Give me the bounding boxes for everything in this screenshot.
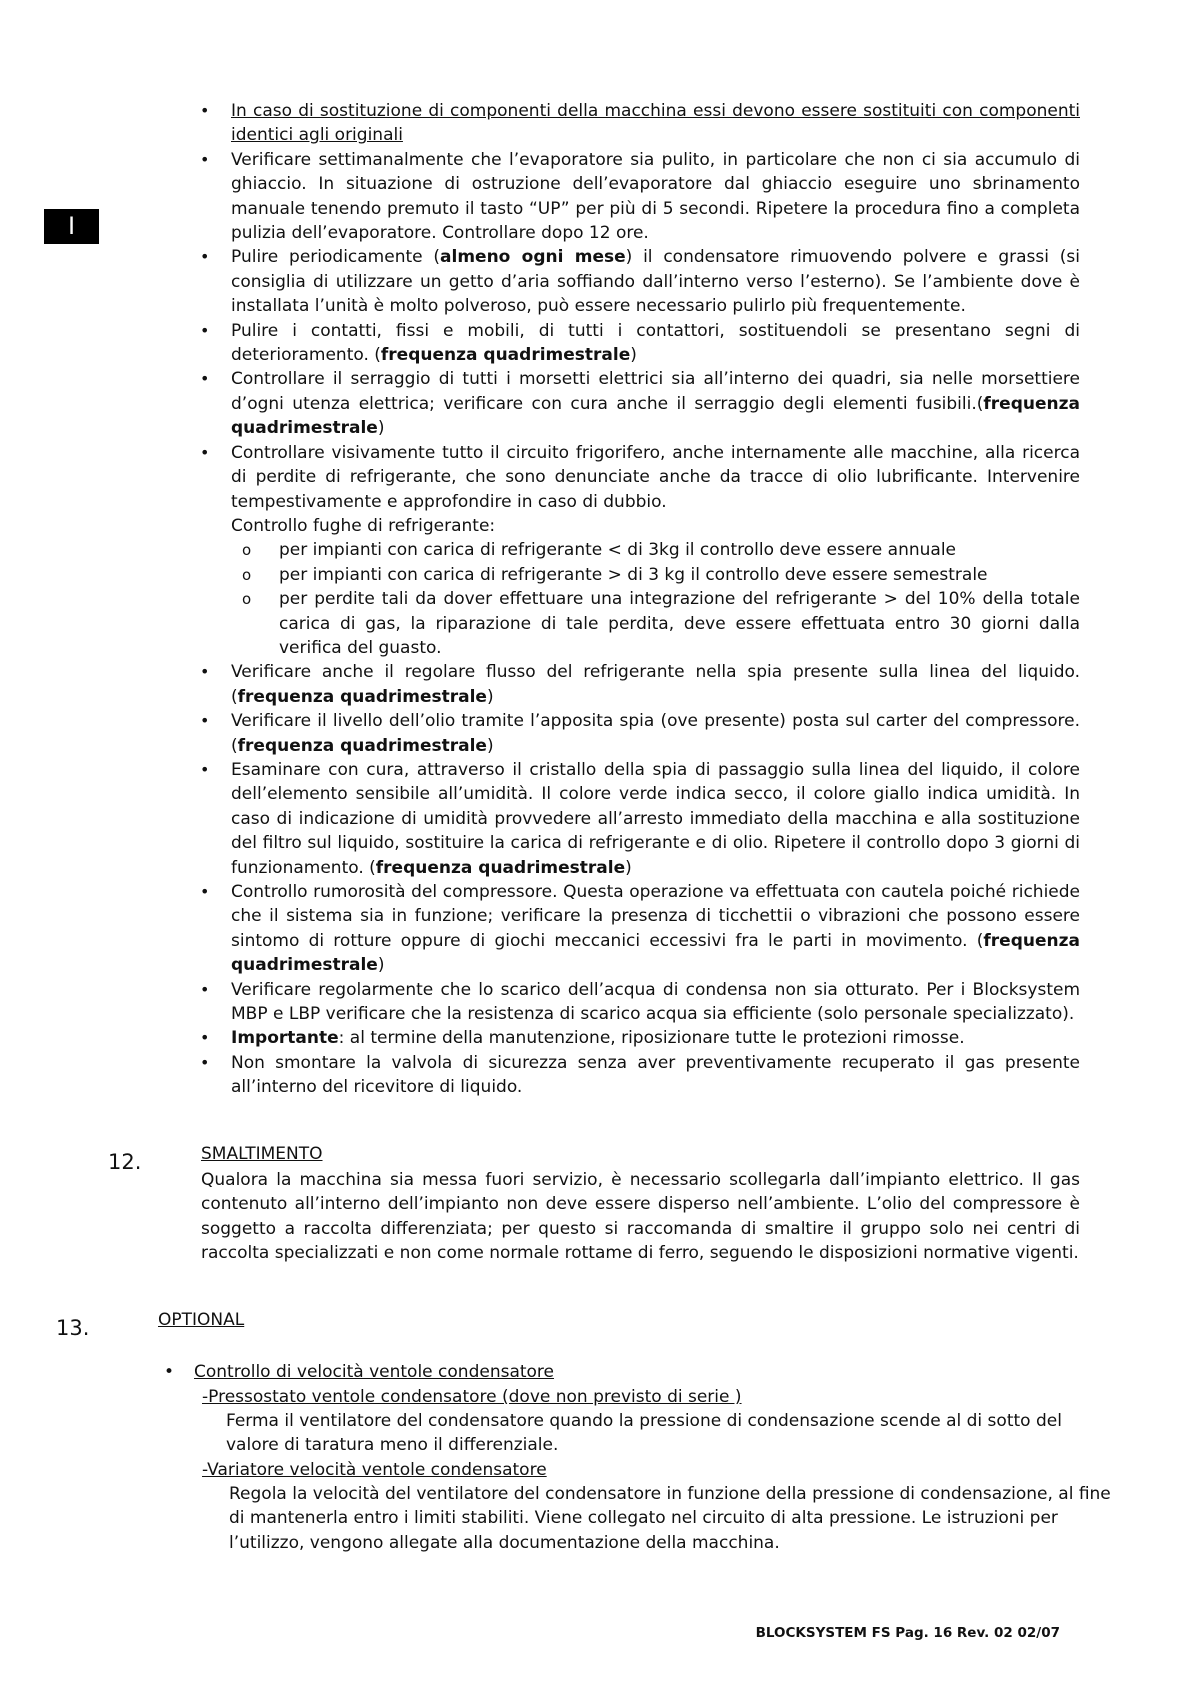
list-item-text: Verificare il livello dell’olio tramite l’apposita spia (ove presente) posta sul carter del compressore. ( — [231, 711, 1080, 756]
sub-list-item: o per impianti con carica di refrigerante < di 3kg il controllo deve essere annuale — [231, 538, 1080, 562]
list-item-text: Controllare visivamente tutto il circuito frigorifero, anche internamente alle macchine, alla ricerca di perdite di refrigerante, che sono denunciate anche da tracce di olio lubrificante. Intervenire tempestivamente e approfondire in caso di dubbio. — [231, 442, 1080, 512]
list-item-text: Pulire i contatti, fissi e mobili, di tutti i contattori, sostituendoli se presentano segni di deterioramento. ( — [231, 320, 1080, 366]
page-footer: BLOCKSYSTEM FS Pag. 16 Rev. 02 02/07 — [755, 1625, 1060, 1641]
list-item — [200, 367, 1080, 440]
sub-title: Controllo fughe di refrigerante: — [231, 515, 496, 536]
list-item — [200, 1051, 1080, 1100]
list-item — [200, 758, 1080, 880]
pressostato-body: Ferma il ventilatore del condensatore quando la pressione di condensazione scende al di sotto del valore di taratura meno il differenziale. — [226, 1411, 1062, 1456]
list-item — [200, 148, 1080, 246]
list-item — [200, 441, 1080, 661]
list-item-text: Non smontare la valvola di sicurezza senza aver preventivamente recuperato il gas presente all’interno del ricevitore di liquido. — [231, 1052, 1080, 1098]
sub-list-item: o per perdite tali da dover effettuare una integrazione del refrigerante > del 10% della totale carica di gas, la riparazione di tale perdita, deve essere effettuata entro 30 giorni dalla verifica del guasto. — [231, 587, 1080, 660]
list-item-text: Verificare anche il regolare flusso del refrigerante nella spia presente sulla linea del liquido. ( — [231, 662, 1080, 707]
list-item — [200, 319, 1080, 368]
maintenance-list — [200, 99, 1080, 1100]
section-13-number: 13. — [56, 1316, 90, 1340]
frequency-label: frequenza quadrimestrale — [375, 857, 626, 878]
important-label: Importante — [231, 1028, 339, 1049]
frequency-label: frequenza quadrimestrale — [231, 393, 1080, 439]
list-item-text: Verificare regolarmente che lo scarico dell’acqua di condensa non sia otturato. Per i Blocksystem MBP e LBP verificare che la resistenza di scarico acqua sia efficiente (solo personale specializzato). — [231, 979, 1080, 1025]
frequency-label: frequenza quadrimestrale — [380, 345, 631, 366]
list-item-text: Pulire periodicamente ( — [231, 247, 441, 268]
list-item — [200, 660, 1080, 709]
sub-list — [231, 538, 1080, 660]
pressostato-title: -Pressostato ventole condensatore (dove non previsto di serie ) — [202, 1387, 742, 1407]
frequency-label: almeno ogni mese — [440, 247, 626, 268]
section-12-number: 12. — [108, 1150, 142, 1174]
list-item-text: ) il condensatore rimuovendo polvere e grassi (si consiglia di utilizzare un getto d’aria soffiando dall’interno verso l’esterno). Se l’ambiente dove è installata l’unità è molto polveroso, può essere necessario pulirlo più frequentemente. — [231, 247, 1080, 317]
list-item-text: ) — [625, 857, 632, 878]
list-item-text: Verificare settimanalmente che l’evaporatore sia pulito, in particolare che non ci sia accumulo di ghiaccio. In situazione di ostruzione dell’evaporatore dal ghiaccio eseguire uno sbrinamento manuale tenendo premuto il tasto “UP” per più di 5 secondi. Ripetere la procedura fino a completa pulizia dell’evaporatore. Controllare dopo 12 ore. — [231, 149, 1080, 244]
list-item-text: Esaminare con cura, attraverso il cristallo della spia di passaggio sulla linea del liquido, il colore dell’elemento sensibile all’umidità. Il colore verde indica secco, il colore giallo indica umidità. In caso di indicazione di umidità provvedere all’arresto immediato della macchina e alla sostituzione del filtro sul liquido, sostituire la carica di refrigerante e di olio. Ripetere il controllo dopo 3 giorni di funzionamento. ( — [231, 759, 1080, 878]
variatore-body: Regola la velocità del ventilatore del condensatore in funzione della pressione di condensazione, al fine di mantenerla entro i limiti stabiliti. Viene collegato nel circuito di alta pressione. Le istruzioni per l’utilizzo, vengono allegate alla documentazione della macchina. — [229, 1484, 1111, 1553]
list-item-text: ) — [630, 345, 637, 366]
list-item-text: ) — [486, 735, 494, 756]
sub-list-item: o per impianti con carica di refrigerante > di 3 kg il controllo deve essere semestrale — [231, 563, 1080, 587]
variatore-title: -Variatore velocità ventole condensatore — [202, 1460, 547, 1480]
list-item — [200, 880, 1080, 978]
frequency-label: frequenza quadrimestrale — [237, 735, 487, 756]
list-item-text: Controllo rumorosità del compressore. Questa operazione va effettuata con cautela poiché richiede che il sistema sia in funzione; verificare la presenza di ticchettii o vibrazioni che possono essere sintomo di rotture oppure di giochi meccanici eccessivi fra le parti in movimento. ( — [231, 882, 1080, 951]
optional-bullet-marker: • — [164, 1362, 175, 1382]
language-tab: I — [44, 209, 99, 244]
list-item — [200, 1026, 1080, 1050]
section-12-title: SMALTIMENTO — [201, 1144, 323, 1164]
list-item — [200, 978, 1080, 1027]
frequency-label: frequenza quadrimestrale — [237, 686, 487, 707]
list-item-text: In caso di sostituzione di componenti della macchina essi devono essere sostituiti con componenti identici agli originali — [231, 101, 1080, 146]
section-13-title: OPTIONAL — [158, 1310, 245, 1330]
list-item — [200, 709, 1080, 758]
section-12-body: Qualora la macchina sia messa fuori servizio, è necessario scollegarla dall’impianto elettrico. Il gas contenuto all’interno dell’impianto non deve essere disperso nell’ambiente. L’olio del compressore è soggetto a raccolta differenziata; per questo si raccomanda di smaltire il gruppo solo nei centri di raccolta specializzati e non come normale rottame di ferro, seguendo le disposizioni normative vigenti. — [201, 1170, 1080, 1264]
list-item-text: : al termine della manutenzione, riposizionare tutte le protezioni rimosse. — [338, 1028, 965, 1049]
list-item-text: ) — [486, 686, 494, 707]
optional-bullet-title: Controllo di velocità ventole condensatore — [194, 1362, 555, 1382]
frequency-label: frequenza quadrimestrale — [231, 930, 1080, 976]
list-item-text: Controllare il serraggio di tutti i morsetti elettrici sia all’interno dei quadri, sia nelle morsettiere d’ogni utenza elettrica; verificare con cura anche il serraggio degli elementi fusibili.( — [231, 369, 1080, 414]
list-item — [200, 99, 1080, 148]
list-item-text: ) — [377, 955, 385, 976]
list-item — [200, 245, 1080, 318]
list-item-text: ) — [377, 418, 385, 439]
